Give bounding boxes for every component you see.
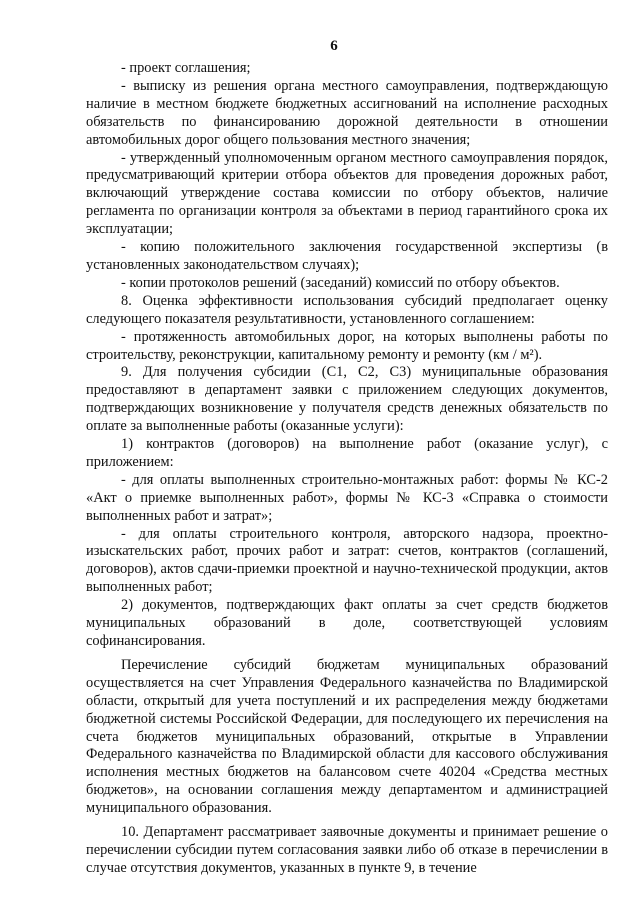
page-number: 6	[330, 38, 338, 54]
paragraph: - копию положительного заключения государственной экспертизы (в установленных законодательством случаях);	[86, 239, 608, 273]
paragraph: - утвержденный уполномоченным органом местного самоуправления порядок, предусматривающий критерии отбора объектов для проведения дорожных работ, включающий утверждение состава комиссии по отбору объектов, наличие регламента по организации контроля за объектами в период гарантийного срока их эксплуатации;	[86, 149, 608, 238]
document-body	[86, 60, 608, 878]
paragraph: - выписку из решения органа местного самоуправления, подтверждающую наличие в местном бюджете бюджетных ассигнований на исполнение расходных обязательств по финансированию дорожной деятельности в отношении автомобильных дорог общего пользования местного значения;	[86, 77, 608, 148]
paragraph: 8. Оценка эффективности использования субсидий предполагает оценку следующего показателя результативности, установленного соглашением:	[86, 292, 608, 327]
paragraph: - для оплаты строительного контроля, авторского надзора, проектно-изыскательских работ, прочих работ и затрат: счетов, контрактов (соглашений, договоров), актов сдачи-приемки проектной и научно-технической продукции, актов выполненных работ;	[86, 525, 608, 596]
paragraph: Перечисление субсидий бюджетам муниципальных образований осуществляется на счет Управления Федерального казначейства по Владимирской области, открытый для учета поступлений и их распределения между бюджетами бюджетной системы Российской Федерации, для последующего их перечисления на счета бюджетов муниципальных образований, открытые в Управлении Федерального казначейства по Владимирской области для кассового обслуживания исполнения местных бюджетов на балансовом счете 40204 «Средства местных бюджетов», на основании соглашения между департаментом и администрацией муниципального образования.	[86, 656, 608, 817]
paragraph: - протяженность автомобильных дорог, на которых выполнены работы по строительству, реконструкции, капитальному ремонту и ремонту (км / м²).	[86, 328, 608, 363]
paragraph: 10. Департамент рассматривает заявочные документы и принимает решение о перечислении субсидии путем согласования заявки либо об отказе в перечислении в случае отсутствия документов, указанных в пункте 9, в течение	[86, 824, 608, 876]
paragraph: 2) документов, подтверждающих факт оплаты за счет средств бюджетов муниципальных образований в доле, соответствующей условиям софинансирования.	[86, 597, 608, 649]
paragraph: - копии протоколов решений (заседаний) комиссий по отбору объектов.	[121, 274, 560, 291]
paragraph: - проект соглашения;	[121, 60, 251, 76]
paragraph: 1) контрактов (договоров) на выполнение работ (оказание услуг), с приложением:	[86, 436, 608, 470]
paragraph: - для оплаты выполненных строительно-монтажных работ: формы № КС-2 «Акт о приемке выполненных работ», формы № КС-3 «Справка о стоимости выполненных работ и затрат»;	[86, 471, 608, 524]
paragraph: 9. Для получения субсидии (С1, С2, С3) муниципальные образования предоставляют в департамент заявки с приложением следующих документов, подтверждающих возникновение у получателя средств денежных обязательств по оплате за выполненные работы (оказанные услуги):	[86, 364, 608, 435]
